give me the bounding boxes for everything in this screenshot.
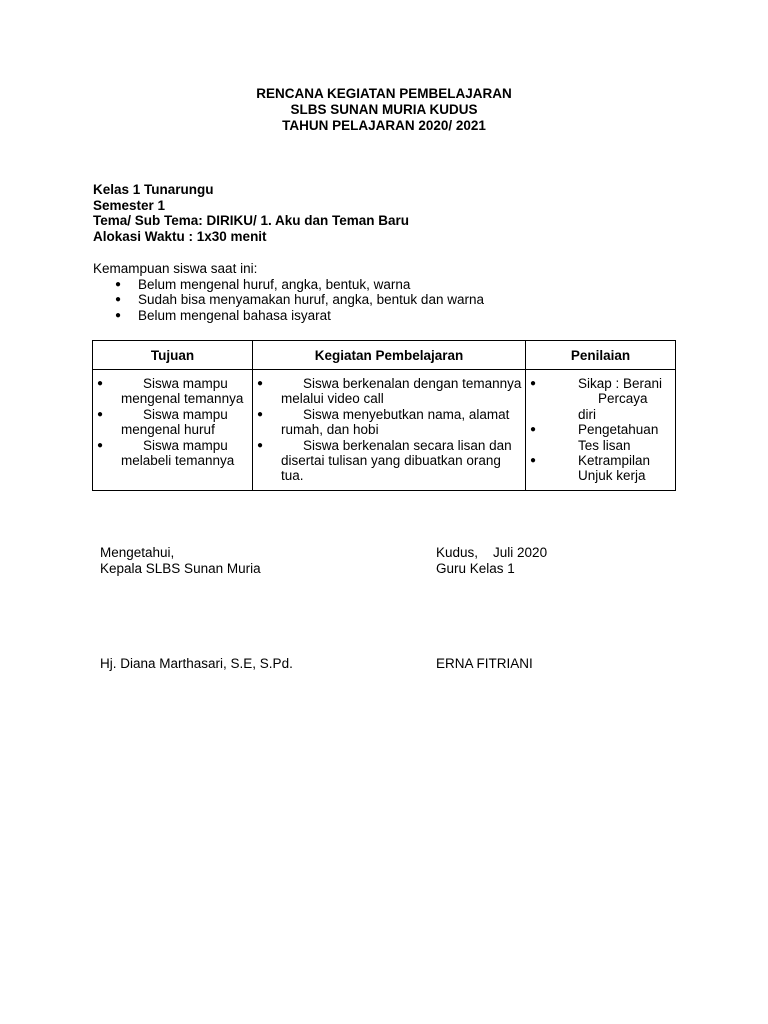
- kegiatan-cell: [253, 370, 526, 491]
- place-date: Kudus, Juli 2020: [436, 545, 548, 560]
- tujuan-cell: [93, 370, 253, 491]
- bullet-icon: ●: [530, 455, 537, 467]
- time-allocation-label: Alokasi Waktu : 1x30 menit: [93, 228, 267, 244]
- document-header: [0, 86, 768, 134]
- student-abilities: [93, 261, 484, 323]
- bullet-icon: ●: [257, 439, 264, 451]
- list-item: ● Siswa berkenalan dengan temannya melalui video call: [257, 376, 522, 407]
- teacher-title: Guru Kelas 1: [436, 560, 515, 576]
- list-item: ● Sudah bisa menyamakan huruf, angka, bentuk dan warna: [115, 292, 484, 307]
- list-item: ● Siswa menyebutkan nama, alamat rumah, dan hobi: [257, 406, 510, 438]
- table-header-row: [93, 341, 676, 370]
- principal-title: Kepala SLBS Sunan Muria: [100, 560, 261, 576]
- list-item: ● Belum mengenal bahasa isyarat: [115, 307, 331, 323]
- signature-right-block: [436, 545, 547, 576]
- list-item: ● Siswa mampu mengenal huruf: [97, 406, 228, 438]
- bullet-icon: ●: [97, 408, 104, 420]
- principal-name: Hj. Diana Marthasari, S.E, S.Pd.: [100, 656, 293, 671]
- teacher-name: ERNA FITRIANI: [436, 656, 533, 671]
- bullet-icon: ●: [530, 424, 537, 436]
- bullet-icon: ●: [115, 294, 122, 305]
- acknowledged-label: Mengetahui,: [100, 545, 175, 560]
- bullet-icon: ●: [257, 378, 264, 389]
- list-item: ● Siswa berkenalan secara lisan dan disertai tulisan yang dibuatkan orang tua.: [257, 437, 512, 484]
- signature-left-block: [100, 545, 261, 576]
- list-item: ● Sikap : Berani Percaya diri: [530, 376, 663, 422]
- penilaian-cell: [526, 370, 676, 491]
- list-item: ● Siswa mampu melabeli temannya: [97, 437, 235, 469]
- abilities-intro: Kemampuan siswa saat ini:: [93, 261, 258, 276]
- class-label: Kelas 1 Tunarungu: [93, 182, 214, 197]
- list-item: ● Ketrampilan Unjuk kerja: [530, 453, 651, 484]
- bullet-icon: ●: [97, 439, 104, 451]
- bullet-icon: ●: [115, 278, 122, 290]
- learning-plan-table: [92, 340, 676, 491]
- header-title: RENCANA KEGIATAN PEMBELAJARAN: [256, 86, 512, 101]
- bullet-icon: ●: [530, 378, 537, 389]
- column-header-penilaian: Penilaian: [526, 341, 676, 370]
- bullet-icon: ●: [97, 378, 104, 389]
- list-item: ● Siswa mampu mengenal temannya: [97, 376, 244, 407]
- theme-label: Tema/ Sub Tema: DIRIKU/ 1. Aku dan Teman Baru: [93, 213, 410, 228]
- bullet-icon: ●: [115, 309, 122, 321]
- header-year: TAHUN PELAJARAN 2020/ 2021: [282, 118, 486, 133]
- list-item: ● Pengetahuan Tes lisan: [530, 422, 659, 453]
- list-item: ● Belum mengenal huruf, angka, bentuk, warna: [115, 276, 411, 292]
- bullet-icon: ●: [257, 408, 264, 420]
- column-header-tujuan: Tujuan: [93, 341, 253, 370]
- semester-label: Semester 1: [93, 197, 166, 213]
- table-row: [93, 370, 676, 491]
- abilities-list: [93, 277, 484, 324]
- class-info: [93, 182, 409, 244]
- header-school: SLBS SUNAN MURIA KUDUS: [290, 102, 478, 117]
- column-header-kegiatan: Kegiatan Pembelajaran: [253, 341, 526, 370]
